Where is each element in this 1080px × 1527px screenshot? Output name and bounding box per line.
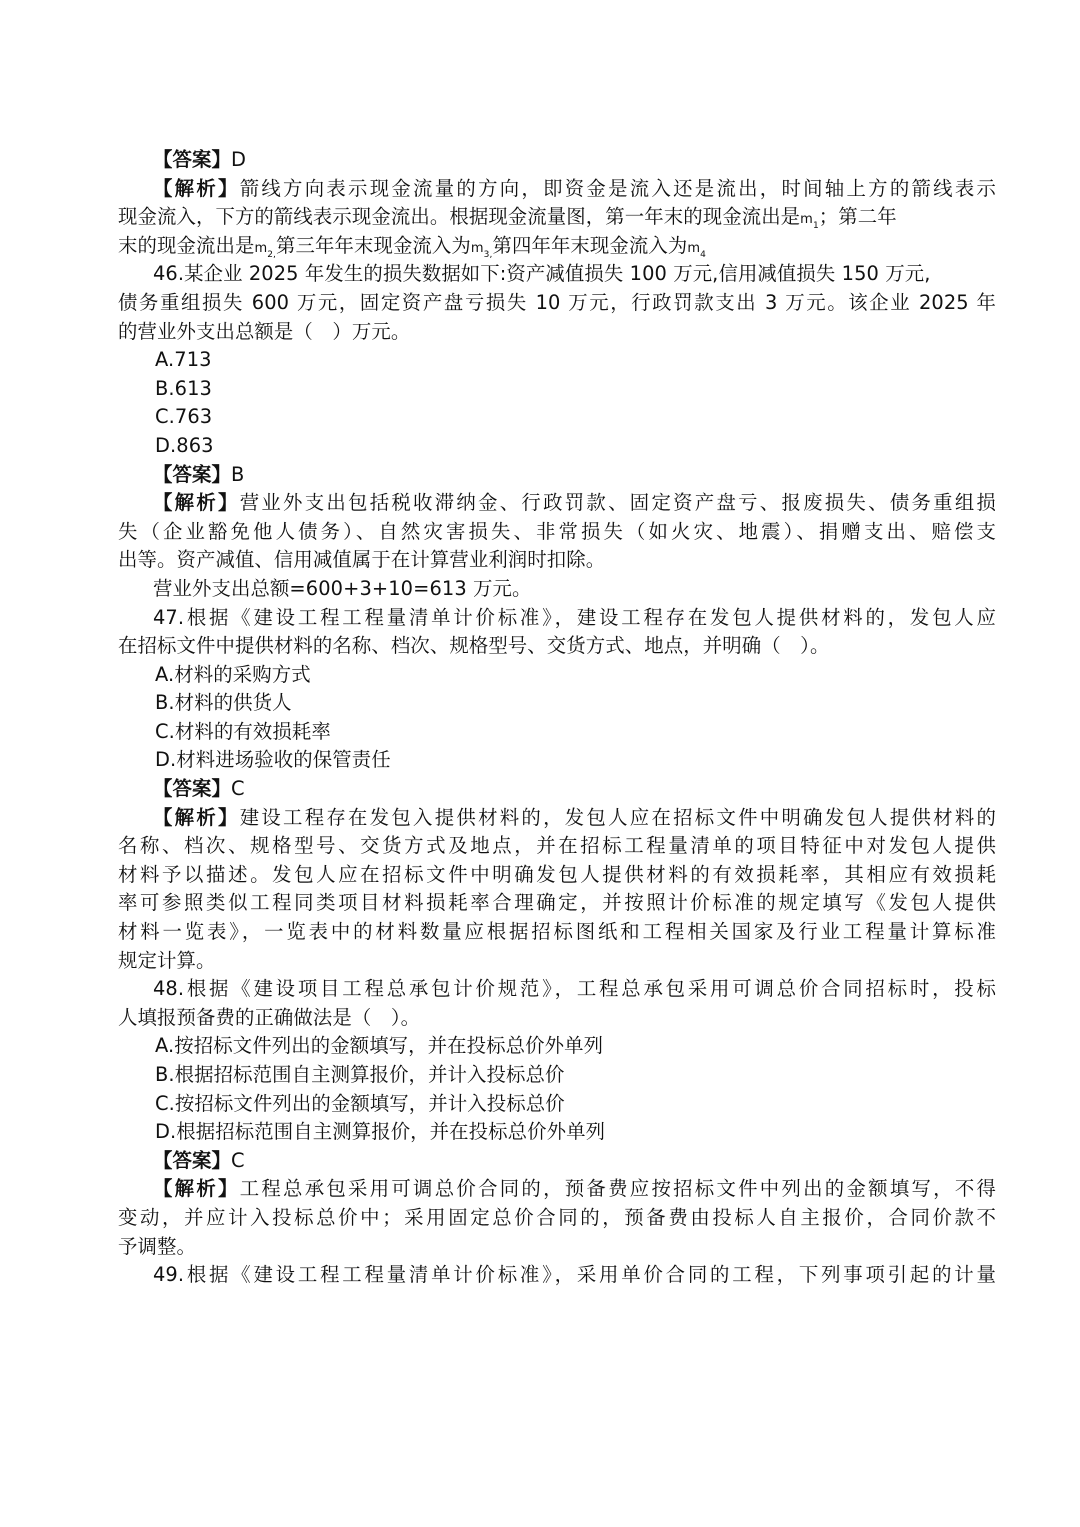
answer-value: D [230,148,246,171]
answer-label: 【答案】 [153,148,231,171]
q49-stem-line-1: 49.根据《建设工程工程量清单计价标准》，采用单价合同的工程，下列事项引起的计量 [153,1263,996,1287]
answer-label: 【答案】 [153,1148,231,1172]
q48-stem-line-2: 人填报预备费的正确做法是（ ）。 [118,1005,421,1029]
analysis-label: 【解析】 [153,491,240,515]
q48-analysis-line-2: 变动，并应计入投标总价中；采用固定总价合同的，预备费由投标人自主报价，合同价款不 [118,1205,996,1229]
q48-analysis-line-1 [118,1175,996,1204]
q48-answer [118,1147,996,1176]
analysis-text: 建设工程存在发包入提供材料的，发包人应在招标文件中明确发包人提供材料的 [239,805,996,829]
q46-answer [118,461,996,490]
math-subscript: 2, [267,249,276,260]
q47-option-c: C.材料的有效损耗率 [155,719,331,743]
q46-analysis-line-2: 失（企业豁免他人债务）、自然灾害损失、非常损失（如火灾、地震）、捐赠支出、赔偿支 [118,519,996,543]
answer-label: 【答案】 [153,777,231,801]
analysis-label: 【解析】 [153,1177,240,1201]
answer-value: C [230,777,245,801]
q48-option-c: C.按招标文件列出的金额填写，并计入投标总价 [155,1091,565,1115]
analysis-text: 第三年年末现金流入为 [276,233,471,257]
q47-answer [118,775,996,804]
q46-analysis-line-1 [118,489,996,518]
math-subscript: 4 [700,249,706,260]
analysis-text: 第四年年末现金流入为 [492,233,688,257]
analysis-label: 【解析】 [153,176,240,200]
math-variable: m [470,240,484,256]
q46-option-a: A.713 [155,348,212,372]
q46-option-b: B.613 [155,376,212,400]
q48-option-b: B.根据招标范围自主测算报价，并计入投标总价 [155,1063,565,1086]
answer-label: 【答案】 [153,462,231,486]
q46-stem-line-1: 46.某企业 2025 年发生的损失数据如下:资产减值损失 100 万元,信用减值损失 150 万元, [153,262,931,286]
q48-option-a: A.按招标文件列出的金额填写，并在投标总价外单列 [155,1034,604,1058]
q48-analysis-line-3: 予调整。 [118,1234,196,1258]
q47-analysis-line-1 [118,804,996,833]
analysis-text: 末的现金流出是 [118,233,255,257]
analysis-text: 现金流入，下方的箭线表示现金流出。根据现金流量图，第一年末的现金流出是 [118,205,801,229]
analysis-text: ；第二年 [818,205,897,229]
q46-calculation: 营业外支出总额=600+3+10=613 万元。 [153,576,532,600]
q47-stem-line-2: 在招标文件中提供材料的名称、档次、规格型号、交货方式、地点，并明确（ ）。 [118,634,830,658]
q47-analysis-line-5: 材料一览表》，一览表中的材料数量应根据招标图纸和工程相关国家及行业工程量计算标准 [118,920,996,944]
q48-stem-line-1: 48.根据《建设项目工程总承包计价规范》，工程总承包采用可调总价合同招标时，投标 [153,977,996,1001]
q47-analysis-line-2: 名称、档次、规格型号、交货方式及地点，并在招标工程量清单的项目特征中对发包人提供 [118,834,996,858]
q45-answer [118,146,996,175]
q45-analysis-line-3 [118,232,996,261]
analysis-text: 营业外支出包括税收滞纳金、行政罚款、固定资产盘亏、报废损失、债务重组损 [239,491,996,515]
q46-option-d: D.863 [155,433,214,457]
analysis-text: 箭线方向表示现金流量的方向，即资金是流入还是流出，时间轴上方的箭线表示 [239,176,996,200]
document-body [118,146,996,1290]
q47-analysis-line-6: 规定计算。 [118,948,216,972]
q45-analysis-line-2 [118,203,996,232]
math-subscript: 1 [812,221,819,232]
q47-analysis-line-4: 率可参照类似工程同类项目材料损耗率合理确定，并按照计价标准的规定填写《发包人提供 [118,891,996,915]
q46-stem-line-2: 债务重组损失 600 万元，固定资产盘亏损失 10 万元，行政罚款支出 3 万元。该企业 2025 年 [118,290,996,314]
answer-value: B [230,462,245,486]
q45-analysis-line-1 [118,175,996,204]
q46-option-c: C.763 [155,405,213,429]
q46-analysis-line-3: 出等。资产减值、信用减值属于在计算营业利润时扣除。 [118,548,606,572]
q46-stem-line-3: 的营业外支出总额是（ ）万元。 [118,319,411,343]
q47-stem-line-1: 47.根据《建设工程工程量清单计价标准》，建设工程存在发包人提供材料的，发包人应 [153,605,996,629]
q48-option-d: D.根据招标范围自主测算报价，并在投标总价外单列 [155,1120,606,1144]
q47-option-b: B.材料的供货人 [155,691,292,715]
q47-option-a: A.材料的采购方式 [155,662,311,686]
math-variable: m [687,240,701,256]
math-subscript: 3, [483,249,493,260]
analysis-text: 工程总承包采用可调总价合同的，预备费应按招标文件中列出的金额填写，不得 [239,1177,996,1201]
answer-value: C [230,1148,245,1172]
analysis-label: 【解析】 [153,805,240,829]
q47-option-d: D.材料进场验收的保管责任 [155,748,391,772]
math-variable: m [800,212,813,228]
q47-analysis-line-3: 材料予以描述。发包人应在招标文件中明确发包人提供材料的有效损耗率，其相应有效损耗 [118,862,996,886]
math-variable: m [254,240,268,256]
